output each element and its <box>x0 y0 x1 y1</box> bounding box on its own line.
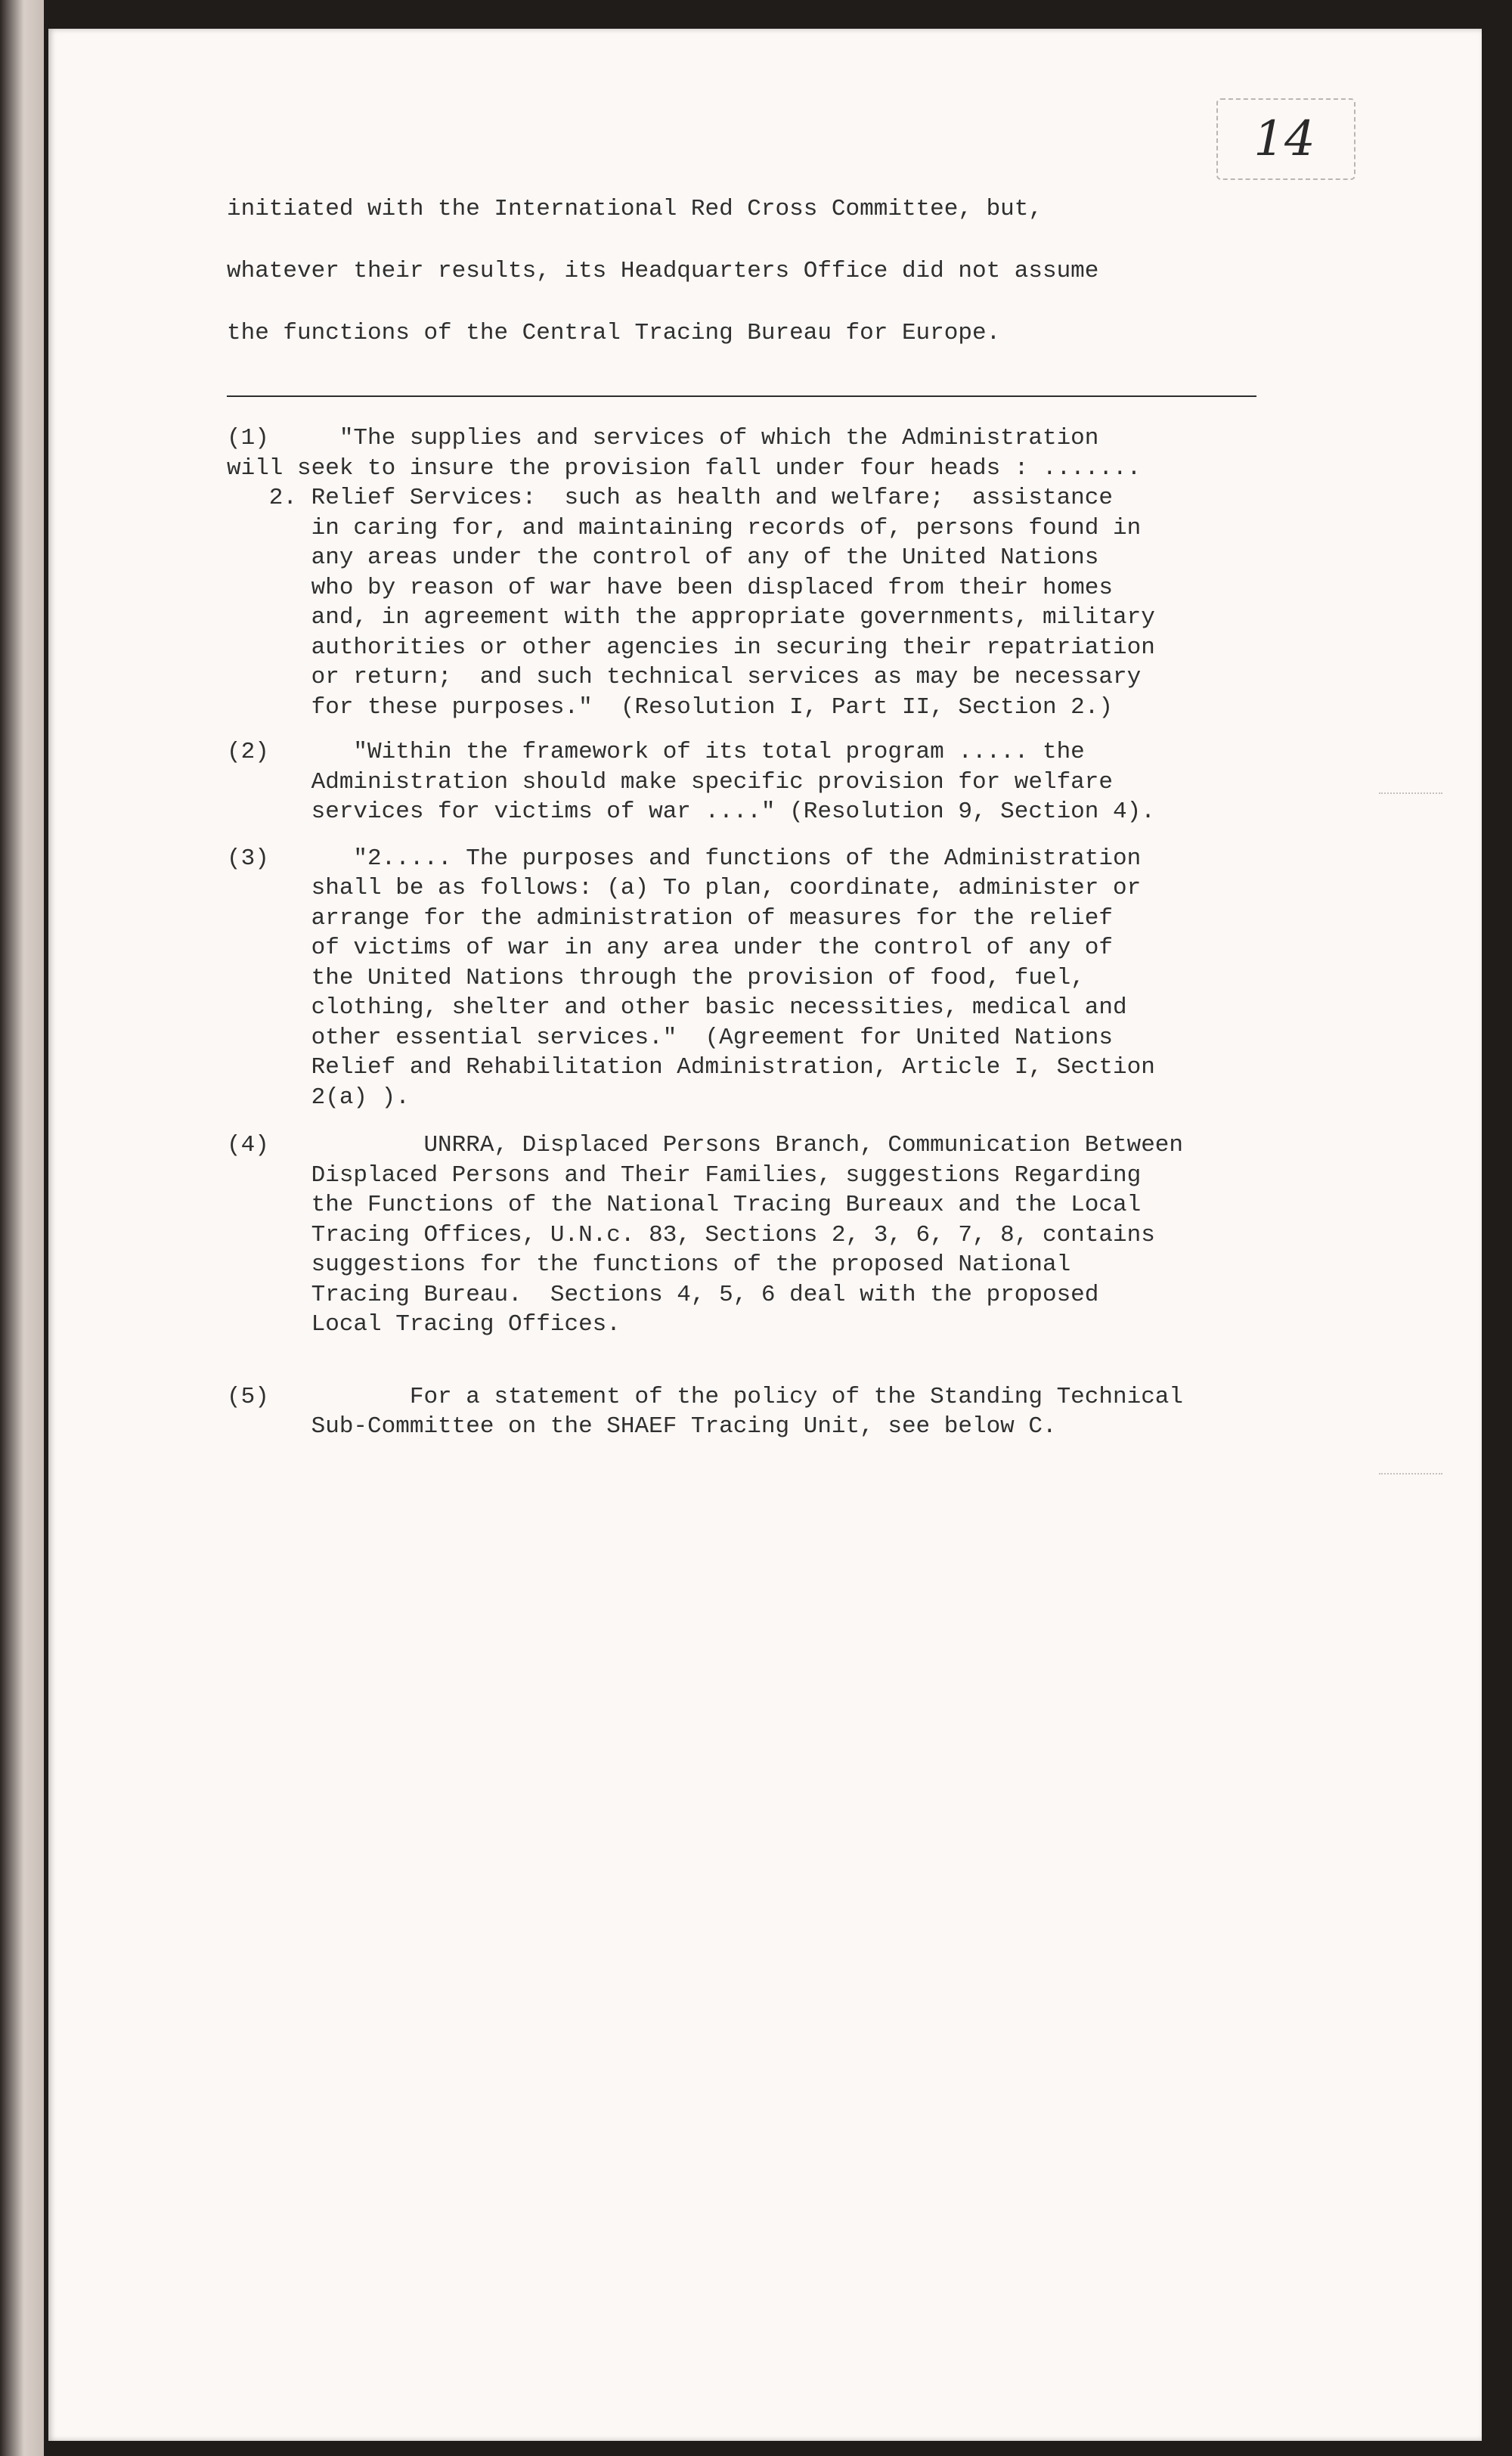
intro-paragraph <box>227 178 1098 364</box>
footnotes-section <box>227 423 1300 1442</box>
footnote-label: (3) <box>227 845 269 872</box>
footnote-line: Administration should make specific provision for welfare <box>227 768 1113 795</box>
footnote-label: (4) <box>227 1132 269 1158</box>
footnote-4 <box>227 1130 1300 1340</box>
footnote-line: Tracing Offices, U.N.c. 83, Sections 2, 3, 6, 7, 8, contains <box>227 1221 1155 1248</box>
footnote-line: Displaced Persons and Their Families, suggestions Regarding <box>227 1161 1142 1189</box>
footnote-line: arrange for the administration of measures for the relief <box>227 904 1113 932</box>
document-page <box>48 29 1482 2441</box>
footnote-first-line: UNRRA, Displaced Persons Branch, Communication Between <box>268 1132 1184 1158</box>
footnote-line: or return; and such technical services as may be necessary <box>227 664 1142 690</box>
footnote-line: shall be as follows: (a) To plan, coordinate, administer or <box>227 875 1142 901</box>
footnote-line: any areas under the control of any of the United Nations <box>227 544 1099 571</box>
footnote-line: Tracing Bureau. Sections 4, 5, 6 deal with the proposed <box>227 1281 1099 1308</box>
footnote-line: other essential services." (Agreement for United Nations <box>227 1024 1113 1051</box>
footnote-line: clothing, shelter and other basic necessities, medical and <box>227 994 1127 1021</box>
footnote-line: authorities or other agencies in securing their repatriation <box>227 634 1155 661</box>
footnote-divider <box>227 395 1256 397</box>
footnote-first-line: For a statement of the policy of the Standing Technical <box>268 1383 1184 1410</box>
footnote-line: who by reason of war have been displaced from their homes <box>227 574 1113 601</box>
margin-mark <box>1379 792 1442 799</box>
footnote-label: (2) <box>227 739 269 765</box>
footnote-line: Sub-Committee on the SHAEF Tracing Unit, see below C. <box>227 1413 1057 1440</box>
footnote-label: (1) <box>227 425 269 451</box>
footnote-line: for these purposes." (Resolution I, Part II, Section 2.) <box>227 693 1113 721</box>
footnote-line: the Functions of the National Tracing Bureaux and the Local <box>227 1192 1142 1218</box>
footnote-line: 2(a) ). <box>227 1084 410 1111</box>
footnote-1 <box>227 423 1300 722</box>
intro-line: whatever their results, its Headquarters Office did not assume <box>227 258 1099 284</box>
footnote-line: of victims of war in any area under the control of any of <box>227 935 1113 961</box>
footnote-line: and, in agreement with the appropriate governments, military <box>227 604 1155 631</box>
footnote-line: Local Tracing Offices. <box>227 1311 621 1338</box>
footnote-5 <box>227 1382 1300 1442</box>
footnote-3 <box>227 844 1300 1113</box>
footnote-line: in caring for, and maintaining records of, persons found in <box>227 514 1142 541</box>
footnote-line: the United Nations through the provision of food, fuel, <box>227 964 1085 991</box>
margin-mark <box>1379 1473 1442 1479</box>
footnote-line: services for victims of war ...." (Resolution 9, Section 4). <box>227 799 1155 825</box>
footnote-line: 2. Relief Services: such as health and welfare; assistance <box>227 485 1113 511</box>
previous-page-edge <box>0 0 44 2456</box>
footnote-label: (5) <box>227 1383 269 1410</box>
intro-line: the functions of the Central Tracing Bureau for Europe. <box>227 320 1001 346</box>
footnote-first-line: "The supplies and services of which the Administration <box>268 425 1099 451</box>
footnote-first-line: "2..... The purposes and functions of the Administration <box>268 845 1142 872</box>
footnote-line: Relief and Rehabilitation Administration, Article I, Section <box>227 1054 1155 1081</box>
page-number: 14 <box>1253 111 1315 167</box>
footnote-first-line: "Within the framework of its total program ..... the <box>268 739 1085 765</box>
footnote-line: suggestions for the functions of the proposed National <box>227 1251 1071 1278</box>
footnote-2 <box>227 737 1300 827</box>
intro-line: initiated with the International Red Cross Committee, but, <box>227 196 1043 222</box>
footnote-line: will seek to insure the provision fall under four heads : ....... <box>227 454 1142 482</box>
